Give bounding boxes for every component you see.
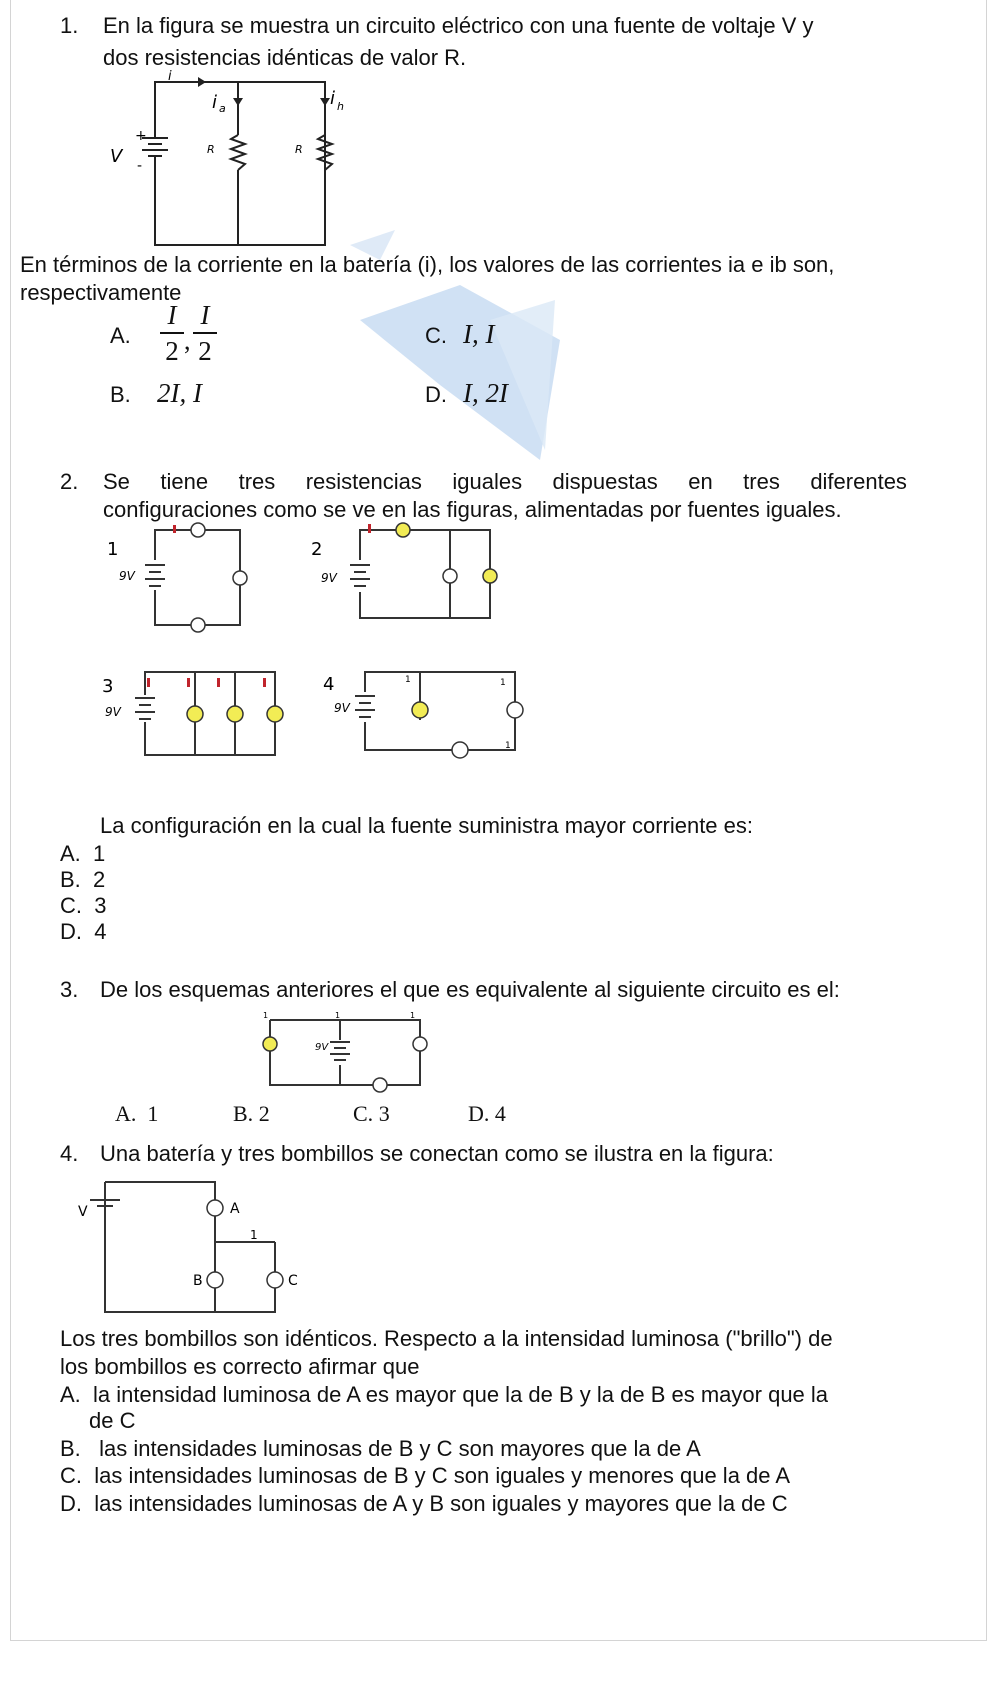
lamp-icon <box>373 1078 387 1092</box>
q3-option-c[interactable] <box>353 1100 390 1128</box>
lamp-icon <box>396 523 410 537</box>
q2-option-d[interactable] <box>60 918 106 946</box>
option-label: A. <box>60 841 81 866</box>
option-label: A. <box>60 1382 81 1407</box>
q1-option-a-separator: , <box>184 326 191 355</box>
fig-number: 4 <box>323 674 335 695</box>
q4-option-b[interactable] <box>60 1435 701 1463</box>
q1-arrow-ib <box>320 98 330 106</box>
option-text: 2 <box>258 1101 270 1126</box>
q4-number: 4. <box>60 1141 79 1166</box>
q3-option-d[interactable] <box>468 1100 506 1128</box>
lamp-icon <box>267 706 283 722</box>
q1-label-r-middle: R <box>207 143 215 156</box>
bulb-a-icon <box>207 1200 223 1216</box>
q1-label-v: V <box>110 146 123 167</box>
lamp-icon <box>187 706 203 722</box>
q2-word: tres <box>743 469 780 494</box>
fig-label-b: B <box>193 1273 203 1289</box>
option-text: 2 <box>93 867 106 892</box>
q3-option-b[interactable] <box>233 1100 270 1128</box>
q1-question-line2: respectivamente <box>20 280 182 305</box>
option-text: 4 <box>94 919 107 944</box>
fig-current-label: 1 <box>500 678 506 688</box>
option-text: las intensidades luminosas de B y C son iguales y menores que la de A <box>94 1463 791 1488</box>
frac-bar <box>160 332 184 334</box>
q2-option-a[interactable] <box>60 840 105 868</box>
current-marker-icon <box>217 678 220 687</box>
circuit-wire <box>105 1182 215 1200</box>
fig-current-label: 1 <box>505 741 511 751</box>
option-label: B. <box>60 867 81 892</box>
option-label: C. <box>60 1463 82 1488</box>
bulb-b-icon <box>207 1272 223 1288</box>
option-label: C. <box>353 1101 374 1126</box>
q2-option-b[interactable] <box>60 866 105 894</box>
option-text: las intensidades luminosas de B y C son mayores que la de A <box>99 1436 701 1461</box>
q2-word: resistencias <box>305 469 422 494</box>
current-marker-icon <box>368 524 371 533</box>
current-marker-icon <box>147 678 150 687</box>
option-text: 4 <box>494 1101 506 1126</box>
q1-resistor-middle <box>231 135 245 170</box>
q2-word: diferentes <box>810 469 907 494</box>
q1-stem-line2: dos resistencias idénticas de valor R. <box>103 45 467 70</box>
q1-label-minus: - <box>137 158 143 174</box>
fig-label-c: C <box>288 1273 298 1289</box>
q3-number: 3. <box>60 977 79 1002</box>
fig-number: 2 <box>311 539 323 560</box>
fig-voltage: 9V <box>105 705 121 719</box>
fig-current-label: 1 <box>250 1228 258 1242</box>
bulb-c-icon <box>267 1272 283 1288</box>
q3-text: De los esquemas anteriores el que es equivalente al siguiente circuito es el: <box>100 977 840 1002</box>
frac-denominator: 2 <box>165 336 179 366</box>
fig-current-label: 1 <box>410 1011 416 1020</box>
lamp-icon <box>483 569 497 583</box>
q1-option-b-label[interactable]: B. <box>110 382 131 407</box>
q1-option-d-label[interactable]: D. <box>425 382 447 407</box>
q1-label-ia-sub: a <box>219 102 226 115</box>
q3-option-a[interactable] <box>115 1100 158 1128</box>
current-marker-icon <box>173 525 176 533</box>
option-label: C. <box>60 893 82 918</box>
q2-figure-4 <box>320 660 530 770</box>
current-marker-icon <box>263 678 266 687</box>
fig-voltage: 9V <box>315 1042 329 1053</box>
q1-option-a-fraction <box>160 300 184 366</box>
fig-current-label: 1 <box>405 675 411 685</box>
q1-option-c-text: I, I <box>463 319 495 349</box>
q2-number: 2. <box>60 469 79 494</box>
option-label: B. <box>233 1101 254 1126</box>
q4-stem-line1: Los tres bombillos son idénticos. Respecto a la intensidad luminosa ("brillo") de <box>60 1326 833 1351</box>
q3-circuit-diagram <box>255 1010 455 1100</box>
fig-number: 1 <box>107 539 119 560</box>
fig-number: 3 <box>102 676 114 697</box>
option-text: 1 <box>93 841 106 866</box>
q1-option-d-text: I, 2I <box>463 378 508 408</box>
q2-stem-line2: configuraciones como se ve en las figuras, alimentadas por fuentes iguales. <box>103 497 842 522</box>
fig-current-label: 1 <box>263 1011 269 1020</box>
fig-label-a: A <box>230 1201 240 1217</box>
q2-figure-1 <box>105 520 285 640</box>
option-label: B. <box>60 1436 81 1461</box>
fig-current-label: 1 <box>335 1011 341 1020</box>
q1-label-ia: i <box>212 92 218 113</box>
option-text: 3 <box>378 1101 390 1126</box>
q1-option-a-label[interactable]: A. <box>110 323 131 348</box>
q1-option-b-text: 2I, I <box>157 378 202 408</box>
q4-option-a[interactable] <box>60 1381 828 1409</box>
lamp-icon <box>227 706 243 722</box>
circuit-wire <box>155 530 240 625</box>
circuit-wire <box>270 1020 420 1085</box>
q4-circuit-diagram <box>75 1172 335 1317</box>
q1-option-a-fraction <box>193 300 217 366</box>
lamp-icon <box>191 523 205 537</box>
circuit-wire <box>365 672 515 750</box>
q2-option-c[interactable] <box>60 892 106 920</box>
q1-stem-line1: En la figura se muestra un circuito eléctrico con una fuente de voltaje V y <box>103 13 814 38</box>
circuit-wire <box>360 530 490 618</box>
q4-option-c[interactable] <box>60 1462 790 1490</box>
option-text: la intensidad luminosa de A es mayor que la de B y la de B es mayor que la <box>93 1382 829 1407</box>
frac-denominator: 2 <box>198 336 212 366</box>
q1-wire-loop <box>155 82 325 245</box>
fig-label-v: V <box>78 1204 88 1220</box>
frac-numerator: I <box>167 300 177 330</box>
frac-bar <box>193 332 217 334</box>
q2-word: iguales <box>452 469 523 494</box>
circuit-wire <box>145 672 275 755</box>
q2-word: tres <box>238 469 276 494</box>
lamp-icon <box>233 571 247 585</box>
q1-option-c-label[interactable]: C. <box>425 323 447 348</box>
q4-option-d[interactable] <box>60 1490 788 1518</box>
lamp-icon <box>412 702 428 718</box>
lamp-icon <box>452 742 468 758</box>
frac-numerator: I <box>200 300 210 330</box>
option-text: 3 <box>94 893 107 918</box>
q2-figure-3 <box>95 660 295 760</box>
q1-label-r-right: R <box>295 143 303 156</box>
lamp-icon <box>507 702 523 718</box>
fig-voltage: 9V <box>334 701 350 715</box>
q2-question: La configuración en la cual la fuente suministra mayor corriente es: <box>100 813 754 838</box>
q1-circuit-diagram <box>100 69 344 250</box>
q2-word: Se <box>103 469 130 494</box>
option-text: 1 <box>147 1101 159 1126</box>
circuit-wire <box>105 1200 275 1312</box>
option-label: A. <box>115 1101 137 1126</box>
option-label: D. <box>60 919 82 944</box>
q2-word: dispuestas <box>552 469 658 494</box>
q1-question-line1: En términos de la corriente en la batería (i), los valores de las corrientes ia e ib son, <box>20 252 835 277</box>
lamp-icon <box>263 1037 277 1051</box>
q4-text: Una batería y tres bombillos se conectan como se ilustra en la figura: <box>100 1141 774 1166</box>
q2-word: en <box>688 469 713 494</box>
fig-voltage: 9V <box>321 571 337 585</box>
q1-label-ib-sub: h <box>337 100 344 113</box>
q2-figure-2 <box>305 520 515 640</box>
option-label: D. <box>60 1491 82 1516</box>
lamp-icon <box>413 1037 427 1051</box>
option-label: D. <box>468 1101 490 1126</box>
option-text: las intensidades luminosas de A y B son iguales y mayores que la de C <box>94 1491 788 1516</box>
current-marker-icon <box>187 678 190 687</box>
q2-stem-line1 <box>103 468 907 496</box>
lamp-icon <box>443 569 457 583</box>
q1-number: 1. <box>60 13 79 38</box>
q4-option-a-cont: de C <box>89 1408 136 1433</box>
q1-label-ib: i <box>330 88 336 109</box>
q1-arrow-i <box>198 77 206 87</box>
fig-voltage: 9V <box>119 569 135 583</box>
lamp-icon <box>191 618 205 632</box>
q2-word: tiene <box>160 469 209 494</box>
q4-stem-line2: los bombillos es correcto afirmar que <box>60 1354 420 1379</box>
q1-arrow-ia <box>233 98 243 106</box>
q1-label-plus: + <box>135 128 147 144</box>
q1-label-i: i <box>168 69 172 84</box>
